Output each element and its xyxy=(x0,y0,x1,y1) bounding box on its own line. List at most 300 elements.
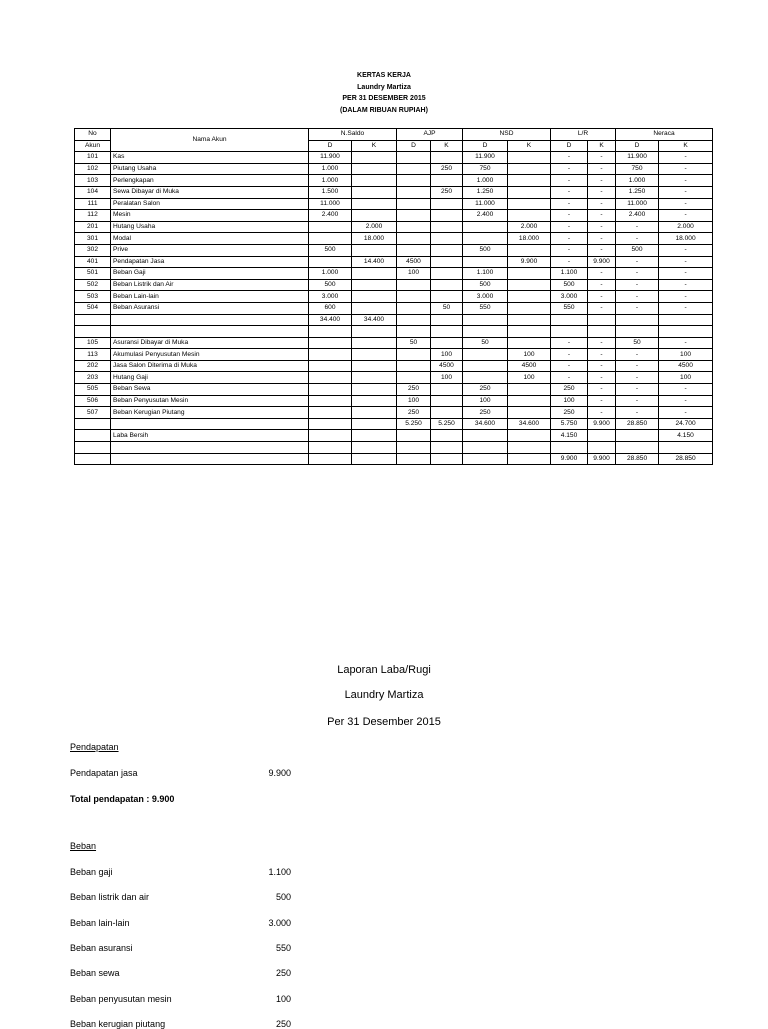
cell-amount xyxy=(431,233,463,245)
cell-amount: 11.900 xyxy=(309,152,352,164)
cell-amount xyxy=(616,314,659,326)
expense-item-amount: 250 xyxy=(275,1019,291,1029)
cell-amount xyxy=(397,430,431,442)
cell-amount: 500 xyxy=(309,279,352,291)
table-row xyxy=(75,210,713,222)
cell-amount: 9.900 xyxy=(588,453,616,465)
cell-amount: 750 xyxy=(616,163,659,175)
cell-amount xyxy=(352,442,397,454)
table-row xyxy=(75,175,713,187)
cell-amount: 4500 xyxy=(659,360,713,372)
cell-amount: - xyxy=(551,175,588,187)
expense-item-label: Beban listrik dan air xyxy=(70,892,150,902)
cell-amount xyxy=(551,326,588,338)
cell-amount: 2.000 xyxy=(508,221,551,233)
cell-amount: 1.000 xyxy=(309,163,352,175)
cell-amount: - xyxy=(551,221,588,233)
cell-amount xyxy=(431,314,463,326)
cell-amount xyxy=(397,302,431,314)
cell-amount: - xyxy=(551,349,588,361)
cell-amount xyxy=(309,395,352,407)
income-statement-company: Laundry Martiza xyxy=(344,689,424,701)
cell-amount: - xyxy=(588,349,616,361)
cell-amount xyxy=(352,163,397,175)
cell-amount xyxy=(616,430,659,442)
cell-amount: 5.250 xyxy=(397,418,431,430)
cell-amount xyxy=(309,221,352,233)
cell-amount xyxy=(309,453,352,465)
cell-amount xyxy=(431,337,463,349)
cell-amount xyxy=(659,326,713,338)
header-group-neraca: Neraca xyxy=(616,129,713,141)
cell-amount: - xyxy=(588,233,616,245)
cell-amount: 2.400 xyxy=(463,210,508,222)
cell-account-no: 505 xyxy=(75,384,111,396)
cell-amount: 50 xyxy=(616,337,659,349)
cell-amount xyxy=(508,210,551,222)
cell-amount xyxy=(397,453,431,465)
cell-amount xyxy=(463,360,508,372)
cell-amount xyxy=(551,442,588,454)
cell-amount xyxy=(352,279,397,291)
cell-amount xyxy=(397,186,431,198)
cell-amount xyxy=(463,372,508,384)
income-statement-title: Laporan Laba/Rugi xyxy=(337,664,431,676)
cell-amount xyxy=(431,407,463,419)
table-row xyxy=(75,326,713,338)
cell-account-name: Peralatan Salon xyxy=(111,198,309,210)
cell-amount: 500 xyxy=(463,244,508,256)
cell-amount xyxy=(431,256,463,268)
cell-amount: 550 xyxy=(551,302,588,314)
cell-account-name xyxy=(111,418,309,430)
cell-amount: - xyxy=(659,163,713,175)
cell-amount: - xyxy=(659,198,713,210)
cell-account-no: 105 xyxy=(75,337,111,349)
table-row xyxy=(75,256,713,268)
revenue-total: Total pendapatan : 9.900 xyxy=(70,794,175,804)
cell-amount xyxy=(352,198,397,210)
cell-amount xyxy=(352,372,397,384)
revenue-heading: Pendapatan xyxy=(70,742,119,752)
cell-amount: - xyxy=(588,384,616,396)
cell-account-name: Perlengkapan xyxy=(111,175,309,187)
cell-amount xyxy=(352,326,397,338)
table-row xyxy=(75,442,713,454)
cell-amount: 18.000 xyxy=(659,233,713,245)
cell-amount xyxy=(431,268,463,280)
header-group-lr: L/R xyxy=(551,129,616,141)
cell-amount xyxy=(352,395,397,407)
cell-amount: 100 xyxy=(659,372,713,384)
cell-amount xyxy=(508,430,551,442)
cell-amount: 28.850 xyxy=(616,453,659,465)
cell-account-no xyxy=(75,442,111,454)
cell-amount: 2.000 xyxy=(352,221,397,233)
cell-account-no: 501 xyxy=(75,268,111,280)
cell-amount: 250 xyxy=(551,407,588,419)
cell-amount: - xyxy=(659,302,713,314)
cell-amount xyxy=(463,221,508,233)
cell-account-name: Sewa Dibayar di Muka xyxy=(111,186,309,198)
cell-amount xyxy=(508,453,551,465)
cell-account-name: Jasa Salon Diterima di Muka xyxy=(111,360,309,372)
cell-amount xyxy=(309,360,352,372)
cell-amount xyxy=(352,453,397,465)
cell-account-name xyxy=(111,453,309,465)
cell-amount xyxy=(659,442,713,454)
expense-item-amount: 500 xyxy=(275,892,291,902)
cell-amount xyxy=(352,302,397,314)
cell-amount xyxy=(588,326,616,338)
cell-amount xyxy=(508,175,551,187)
cell-amount: - xyxy=(551,163,588,175)
cell-amount xyxy=(431,442,463,454)
cell-amount: - xyxy=(659,407,713,419)
table-row xyxy=(75,221,713,233)
cell-amount: 28.850 xyxy=(659,453,713,465)
cell-amount xyxy=(397,442,431,454)
cell-amount xyxy=(397,314,431,326)
expense-item-amount: 3.000 xyxy=(268,918,291,928)
cell-amount: - xyxy=(588,163,616,175)
cell-amount xyxy=(508,302,551,314)
cell-amount: 9.900 xyxy=(551,453,588,465)
cell-amount xyxy=(309,418,352,430)
cell-amount: 11.000 xyxy=(616,198,659,210)
cell-amount xyxy=(551,314,588,326)
table-row xyxy=(75,337,713,349)
cell-amount: 5.250 xyxy=(431,418,463,430)
cell-amount: 500 xyxy=(463,279,508,291)
cell-amount: - xyxy=(659,291,713,303)
cell-amount: 9.900 xyxy=(588,256,616,268)
cell-amount xyxy=(508,279,551,291)
cell-amount xyxy=(431,198,463,210)
cell-amount: 3.000 xyxy=(309,291,352,303)
cell-amount: 4.150 xyxy=(551,430,588,442)
cell-amount: 4500 xyxy=(397,256,431,268)
revenue-item-label: Pendapatan jasa xyxy=(70,768,138,778)
cell-amount: 4.150 xyxy=(659,430,713,442)
cell-amount: 250 xyxy=(463,384,508,396)
cell-amount xyxy=(309,337,352,349)
cell-amount: 34.600 xyxy=(508,418,551,430)
cell-amount xyxy=(397,175,431,187)
cell-amount: 3.000 xyxy=(463,291,508,303)
cell-amount: 600 xyxy=(309,302,352,314)
cell-account-no xyxy=(75,326,111,338)
cell-amount: 250 xyxy=(397,384,431,396)
cell-amount: - xyxy=(588,198,616,210)
cell-amount: - xyxy=(659,210,713,222)
table-row xyxy=(75,384,713,396)
cell-amount xyxy=(659,314,713,326)
header-group-ajp: AJP xyxy=(397,129,463,141)
cell-amount xyxy=(508,268,551,280)
cell-amount xyxy=(508,163,551,175)
cell-account-name: Beban Gaji xyxy=(111,268,309,280)
cell-amount xyxy=(508,384,551,396)
cell-amount: 1.000 xyxy=(309,175,352,187)
cell-amount xyxy=(352,175,397,187)
cell-amount: - xyxy=(551,244,588,256)
cell-account-no xyxy=(75,314,111,326)
cell-amount: - xyxy=(659,186,713,198)
cell-amount xyxy=(309,349,352,361)
cell-amount: - xyxy=(551,256,588,268)
cell-amount: 2.400 xyxy=(616,210,659,222)
cell-amount: - xyxy=(588,302,616,314)
cell-amount xyxy=(309,384,352,396)
cell-account-no: 113 xyxy=(75,349,111,361)
table-row xyxy=(75,407,713,419)
cell-account-no: 102 xyxy=(75,163,111,175)
cell-amount: - xyxy=(588,221,616,233)
cell-amount: 100 xyxy=(659,349,713,361)
cell-amount xyxy=(463,453,508,465)
cell-amount xyxy=(431,384,463,396)
cell-account-name: Pendapatan Jasa xyxy=(111,256,309,268)
expense-item-label: Beban kerugian piutang xyxy=(70,1019,166,1029)
cell-amount: - xyxy=(551,337,588,349)
header-kredit: K xyxy=(508,140,551,152)
cell-account-name: Beban Listrik dan Air xyxy=(111,279,309,291)
cell-amount xyxy=(352,407,397,419)
cell-amount xyxy=(431,430,463,442)
table-row xyxy=(75,152,713,164)
expense-item-amount: 100 xyxy=(275,994,291,1004)
expense-heading: Beban xyxy=(70,841,97,851)
cell-amount: 250 xyxy=(431,186,463,198)
cell-amount xyxy=(431,453,463,465)
cell-amount: 1.500 xyxy=(309,186,352,198)
cell-amount: - xyxy=(588,175,616,187)
cell-amount: - xyxy=(551,152,588,164)
cell-amount: 11.000 xyxy=(463,198,508,210)
cell-amount: 24.700 xyxy=(659,418,713,430)
cell-amount: - xyxy=(659,395,713,407)
cell-amount: 1.000 xyxy=(616,175,659,187)
cell-account-no: 302 xyxy=(75,244,111,256)
cell-account-no xyxy=(75,418,111,430)
cell-amount: - xyxy=(588,268,616,280)
cell-amount: - xyxy=(616,302,659,314)
cell-amount: 1.000 xyxy=(463,175,508,187)
table-row xyxy=(75,349,713,361)
table-row xyxy=(75,233,713,245)
cell-amount xyxy=(508,186,551,198)
cell-account-no: 507 xyxy=(75,407,111,419)
cell-amount: 50 xyxy=(397,337,431,349)
header-group-nsaldo: N.Saldo xyxy=(309,129,397,141)
cell-amount xyxy=(508,314,551,326)
table-row xyxy=(75,372,713,384)
cell-amount xyxy=(431,291,463,303)
cell-amount xyxy=(508,407,551,419)
cell-amount xyxy=(397,244,431,256)
cell-amount: - xyxy=(588,152,616,164)
cell-amount xyxy=(397,291,431,303)
cell-amount xyxy=(463,442,508,454)
expense-item-amount: 1.100 xyxy=(268,867,291,877)
cell-account-no: 111 xyxy=(75,198,111,210)
cell-amount: 3.000 xyxy=(551,291,588,303)
cell-amount: 34.400 xyxy=(309,314,352,326)
cell-amount xyxy=(508,326,551,338)
header-debit: D xyxy=(309,140,352,152)
cell-amount: - xyxy=(588,186,616,198)
cell-account-name: Kas xyxy=(111,152,309,164)
table-row xyxy=(75,279,713,291)
cell-amount xyxy=(508,337,551,349)
header-debit: D xyxy=(616,140,659,152)
cell-amount: - xyxy=(551,198,588,210)
cell-amount xyxy=(352,384,397,396)
cell-amount: - xyxy=(588,244,616,256)
cell-amount: 100 xyxy=(397,395,431,407)
cell-amount: - xyxy=(616,233,659,245)
cell-amount: - xyxy=(551,233,588,245)
income-statement-period: Per 31 Desember 2015 xyxy=(327,716,441,728)
cell-amount: 9.900 xyxy=(588,418,616,430)
cell-amount: - xyxy=(616,372,659,384)
cell-amount: - xyxy=(588,395,616,407)
cell-amount xyxy=(352,418,397,430)
worksheet-body xyxy=(75,152,713,465)
cell-account-no: 503 xyxy=(75,291,111,303)
header-debit: D xyxy=(397,140,431,152)
cell-amount: 750 xyxy=(463,163,508,175)
cell-amount xyxy=(397,372,431,384)
cell-amount: - xyxy=(588,407,616,419)
cell-amount xyxy=(463,256,508,268)
cell-amount xyxy=(616,326,659,338)
cell-amount xyxy=(352,349,397,361)
cell-account-no: 101 xyxy=(75,152,111,164)
cell-amount xyxy=(352,244,397,256)
expense-item-label: Beban lain-lain xyxy=(70,918,130,928)
cell-amount xyxy=(616,442,659,454)
cell-account-no: 203 xyxy=(75,372,111,384)
cell-amount: - xyxy=(616,395,659,407)
header-group-nsd: NSD xyxy=(463,129,551,141)
cell-amount: 1.100 xyxy=(463,268,508,280)
cell-amount: 100 xyxy=(431,349,463,361)
cell-account-name: Modal xyxy=(111,233,309,245)
cell-account-name: Asuransi Dibayar di Muka xyxy=(111,337,309,349)
header-no: No xyxy=(75,129,111,141)
worksheet-title: KERTAS KERJA xyxy=(357,72,411,79)
cell-account-no: 104 xyxy=(75,186,111,198)
cell-amount: 11.900 xyxy=(616,152,659,164)
cell-amount xyxy=(431,326,463,338)
cell-amount xyxy=(352,210,397,222)
cell-amount xyxy=(352,360,397,372)
cell-amount: - xyxy=(616,360,659,372)
cell-amount xyxy=(397,233,431,245)
revenue-item-amount: 9.900 xyxy=(268,768,291,778)
cell-amount xyxy=(352,268,397,280)
cell-amount: 100 xyxy=(463,395,508,407)
cell-amount: - xyxy=(659,279,713,291)
header-debit: D xyxy=(551,140,588,152)
cell-amount xyxy=(397,221,431,233)
cell-amount: - xyxy=(659,175,713,187)
cell-amount: - xyxy=(588,372,616,384)
cell-amount: 1.250 xyxy=(463,186,508,198)
cell-amount: 11.900 xyxy=(463,152,508,164)
header-kredit: K xyxy=(659,140,713,152)
cell-account-no: 301 xyxy=(75,233,111,245)
cell-amount: - xyxy=(659,384,713,396)
cell-amount: - xyxy=(659,244,713,256)
table-row xyxy=(75,291,713,303)
cell-amount: 100 xyxy=(431,372,463,384)
cell-amount: - xyxy=(551,186,588,198)
cell-amount: 5.750 xyxy=(551,418,588,430)
table-row xyxy=(75,360,713,372)
cell-amount: - xyxy=(551,372,588,384)
cell-amount: 4500 xyxy=(508,360,551,372)
cell-amount: 4500 xyxy=(431,360,463,372)
cell-amount: - xyxy=(616,384,659,396)
worksheet-company: Laundry Martiza xyxy=(357,83,411,91)
cell-amount: - xyxy=(588,210,616,222)
expense-item-label: Beban gaji xyxy=(70,867,113,877)
table-row xyxy=(75,302,713,314)
cell-amount: 250 xyxy=(397,407,431,419)
cell-amount xyxy=(508,291,551,303)
cell-amount: 34.600 xyxy=(463,418,508,430)
cell-amount: - xyxy=(588,279,616,291)
table-row xyxy=(75,395,713,407)
cell-amount xyxy=(431,244,463,256)
cell-account-name: Beban Penyusutan Mesin xyxy=(111,395,309,407)
worksheet-table xyxy=(74,128,713,465)
expense-item-label: Beban sewa xyxy=(70,968,120,978)
cell-account-name: Piutang Usaha xyxy=(111,163,309,175)
cell-amount xyxy=(431,210,463,222)
cell-amount xyxy=(309,233,352,245)
cell-account-no xyxy=(75,453,111,465)
cell-account-name: Beban Lain-lain xyxy=(111,291,309,303)
cell-amount xyxy=(431,279,463,291)
cell-amount: 250 xyxy=(463,407,508,419)
cell-amount xyxy=(588,442,616,454)
table-row xyxy=(75,163,713,175)
cell-amount: 100 xyxy=(508,349,551,361)
cell-account-no: 506 xyxy=(75,395,111,407)
cell-amount xyxy=(397,326,431,338)
worksheet-period: PER 31 DESEMBER 2015 xyxy=(342,95,426,102)
table-row xyxy=(75,198,713,210)
cell-account-name: Beban Kerugian Piutang xyxy=(111,407,309,419)
expense-item-amount: 550 xyxy=(275,943,291,953)
cell-amount: 14.400 xyxy=(352,256,397,268)
cell-amount xyxy=(431,221,463,233)
table-row xyxy=(75,418,713,430)
cell-amount: 9.900 xyxy=(508,256,551,268)
cell-account-no: 401 xyxy=(75,256,111,268)
header-kredit: K xyxy=(431,140,463,152)
cell-amount xyxy=(463,430,508,442)
cell-amount: 500 xyxy=(551,279,588,291)
cell-account-name xyxy=(111,442,309,454)
cell-amount: 50 xyxy=(431,302,463,314)
cell-amount: - xyxy=(659,256,713,268)
cell-amount xyxy=(352,337,397,349)
